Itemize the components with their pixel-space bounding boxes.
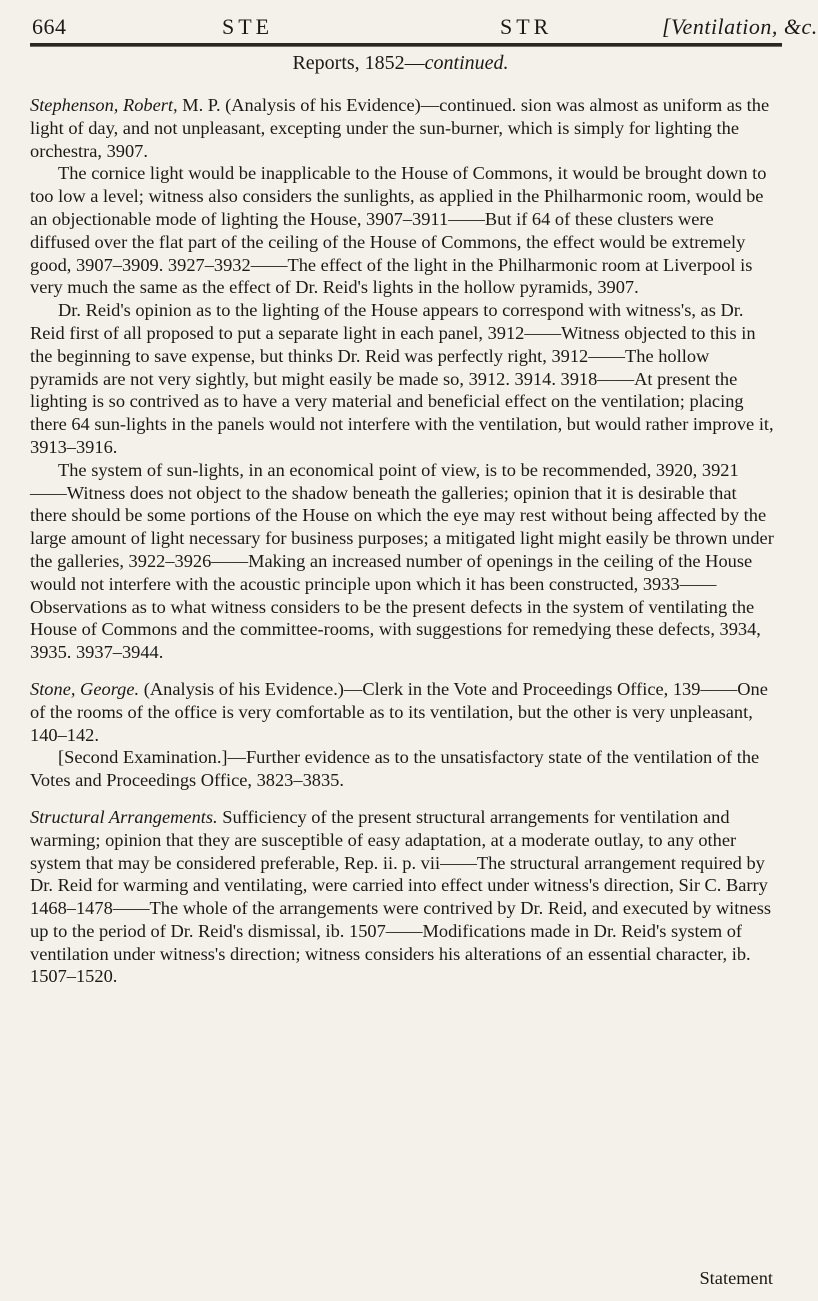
subheading — [0, 52, 801, 75]
running-header — [32, 8, 818, 44]
header-rule — [30, 43, 782, 47]
page-number: 664 — [32, 14, 67, 39]
entry-paragraph — [30, 299, 774, 459]
index-entry — [30, 806, 774, 988]
entry-paragraph — [30, 678, 774, 746]
entry-text: (Analysis of his Evidence.)—Clerk in the Vote and Proceedings Office, 139——One of the rooms of the office is very comfortable as to its ventilation, but the other is very unpleasant, 140–142. — [30, 678, 768, 745]
subheading-emph: continued. — [424, 52, 509, 74]
entry-paragraph — [30, 94, 774, 162]
entry-text: The cornice light would be inapplicable to the House of Commons, it would be brought down to too low a level; witness also considers the sunlights, as applied in the Philharmonic room, would be an objectionable mode of lighting the House, 3907–3911——But if 64 of these clusters were diffused over the flat part of the ceiling of the House of Commons, the effect would be extremely good, 3907–3909. 3927–3932——The effect of the light in the Philharmonic room at Liverpool is very much the same as the effect of Dr. Reid's lights in the hollow pyramids, 3907. — [30, 163, 767, 298]
subheading-text: Reports, 1852— — [292, 52, 425, 74]
header-right-word: STR — [500, 14, 553, 39]
index-body — [30, 94, 774, 1002]
entry-name: Structural Arrangements. — [30, 806, 218, 827]
entry-name: Stephenson, Robert, — [30, 95, 178, 115]
index-entry — [30, 94, 774, 664]
entry-text: The system of sun-lights, in an economical point of view, is to be recommended, 3920, 3921——Witness does not object to the shadow beneath the galleries; opinion that it is desirable that there should be some portions of the House on which the eye may rest without being affected by the large amount of light necessary for business purposes; a mitigated light might easily be thrown under the galleries, 3922–3926——Making an increased number of openings in the ceiling of the House would not interfere with the acoustic principle upon which it has been constructed, 3933——Observations as to what witness considers to be the present defects in the system of ventilating the House of Commons and the committee-rooms, with suggestions for remedying these defects, 3934, 3935. 3937–3944. — [30, 459, 774, 663]
entry-text: Dr. Reid's opinion as to the lighting of the House appears to correspond with witness's, as Dr. Reid first of all proposed to put a separate light in each panel, 3912——Witness objected to this in the beginning to save expense, but thinks Dr. Reid was perfectly right, 3912——The hollow pyramids are not very sightly, but might easily be made so, 3912. 3914. 3918——At present the lighting is so contrived as to have a very material and beneficial effect on the ventilation; placing there 64 sun-lights in the panels would not interfere with the ventilation, but would rather improve it, 3913–3916. — [30, 300, 774, 457]
header-left-word: STE — [222, 14, 274, 39]
entry-paragraph — [30, 459, 774, 664]
entry-text: M. P. (Analysis of his Evidence)—continued. sion was almost as uniform as the light of day, and not unpleasant, excepting under the sun-burner, which is simply for lighting the orchestra, 3907. — [30, 95, 770, 161]
header-topic: [Ventilation, &c. — [662, 14, 818, 39]
entry-paragraph — [30, 806, 774, 988]
catchword: Statement — [699, 1268, 773, 1288]
entry-paragraph — [30, 746, 774, 792]
index-entry — [30, 678, 774, 792]
entry-text: Sufficiency of the present structural arrangements for ventilation and warming; opinion that they are susceptible of easy adaptation, at a moderate outlay, to any other system that may be considered preferable, Rep. ii. p. vii——The structural arrangement required by Dr. Reid for warming and ventilating, were carried into effect under witness's direction, Sir C. Barry 1468–1478——The whole of the arrangements were contrived by Dr. Reid, and executed by witness up to the period of Dr. Reid's dismissal, ib. 1507——Modifications made in Dr. Reid's system of ventilation under witness's direction; witness considers his alterations of an essential character, ib. 1507–1520. — [30, 806, 772, 987]
entry-text: [Second Examination.]—Further evidence as to the unsatisfactory state of the ventilation of the Votes and Proceedings Office, 3823–3835. — [30, 747, 760, 791]
entry-name: Stone, George. — [30, 678, 140, 699]
entry-paragraph — [30, 162, 774, 299]
